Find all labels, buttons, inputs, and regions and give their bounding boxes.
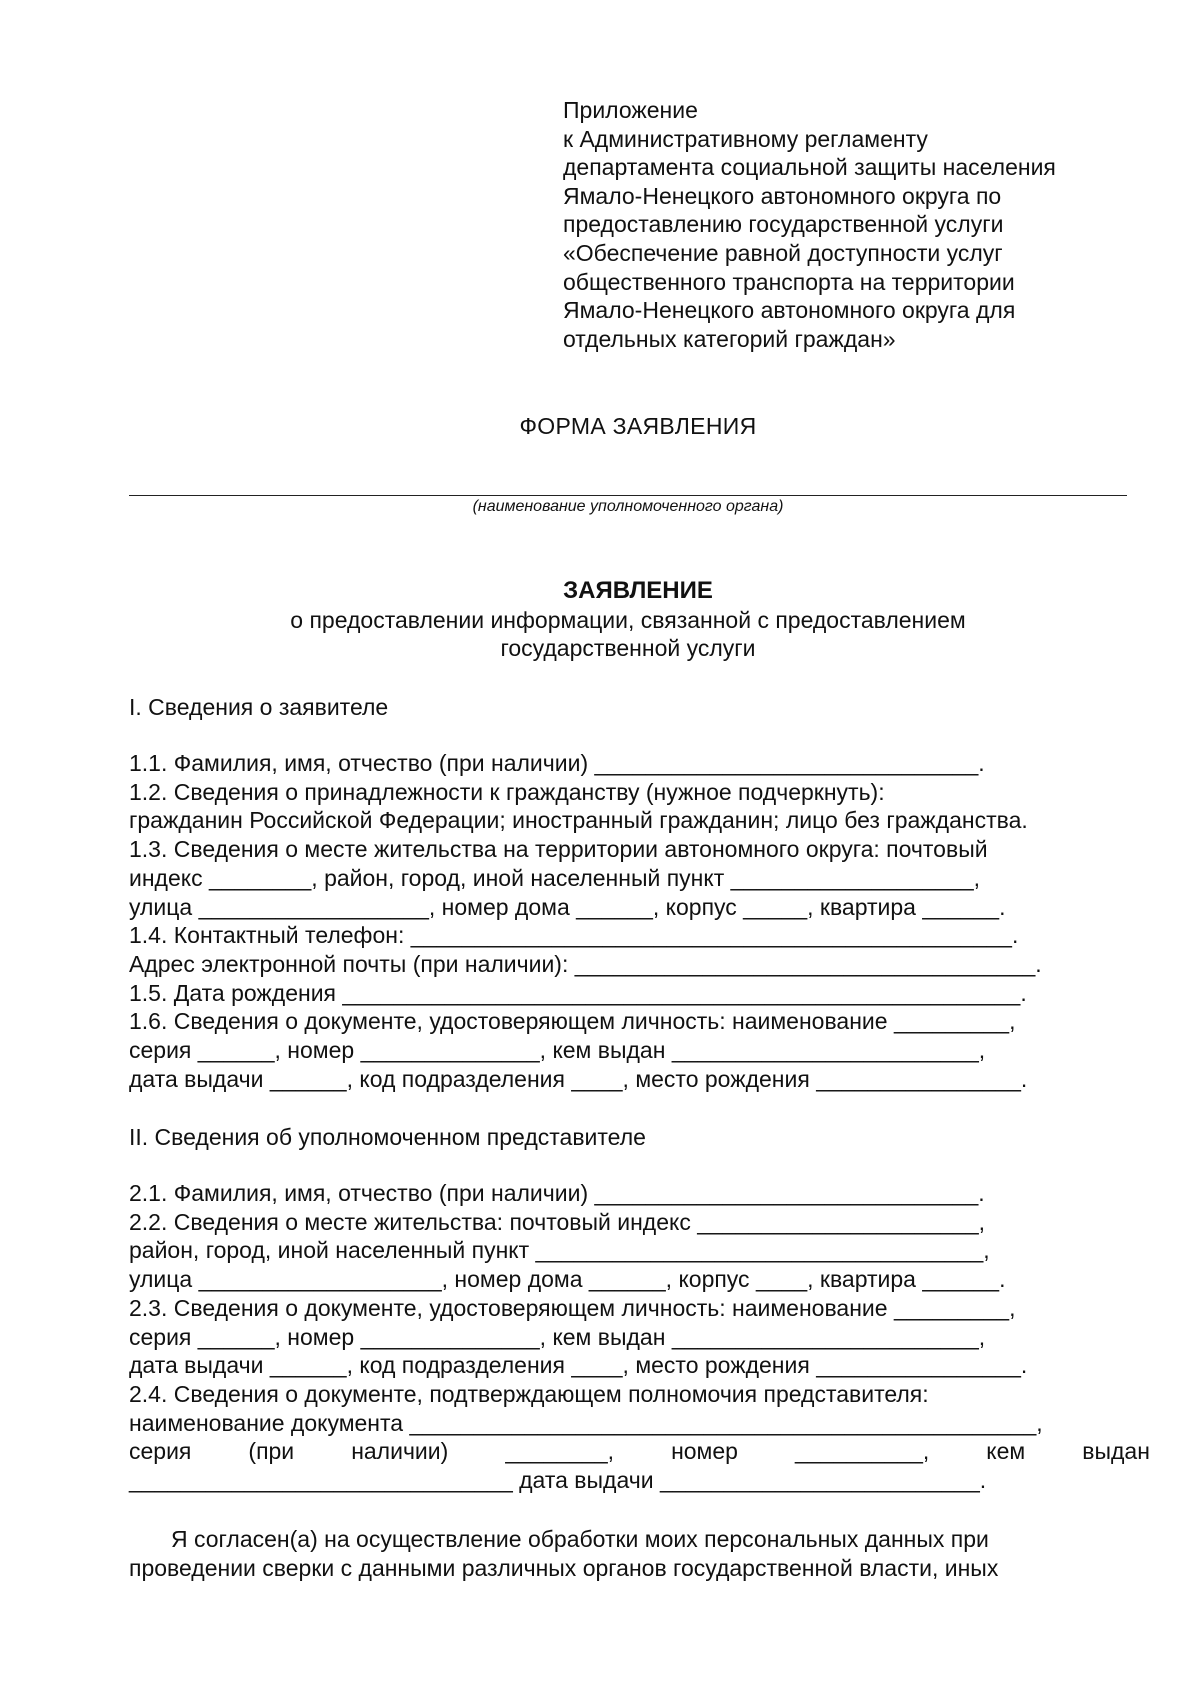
- statement-title: ЗАЯВЛЕНИЕ: [563, 577, 713, 604]
- appendix-line: Приложение: [563, 97, 698, 123]
- field-line: Адрес электронной почты (при наличии): ____________________________________.: [129, 950, 1042, 977]
- field-line: дата выдачи ______, код подразделения ____, место рождения ________________.: [129, 1352, 1028, 1379]
- appendix-line: предоставлению государственной услуги: [563, 211, 1004, 238]
- field-line: улица __________________, номер дома ______, корпус _____, квартира ______.: [129, 893, 1006, 920]
- field-line: 1.4. Контактный телефон: _______________________________________________.: [129, 922, 1019, 949]
- statement-subtitle: [129, 606, 1127, 662]
- field-line: 1.2. Сведения о принадлежности к гражданству (нужное подчеркнуть):: [129, 778, 885, 805]
- consent-line: проведении сверки с данными различных органов государственной власти, иных: [129, 1554, 999, 1581]
- field-line: дата выдачи ______, код подразделения ____, место рождения ________________.: [129, 1065, 1028, 1092]
- appendix-line: отдельных категорий граждан»: [563, 325, 896, 352]
- field-line: гражданин Российской Федерации; иностранный гражданин; лицо без гражданства.: [129, 807, 1028, 834]
- word: выдан: [1082, 1438, 1150, 1465]
- field-line: 1.6. Сведения о документе, удостоверяющем личность: наименование _________,: [129, 1008, 1016, 1035]
- field-line: индекс ________, район, город, иной населенный пункт ___________________,: [129, 864, 981, 891]
- appendix-line: Ямало-Ненецкого автономного округа для: [563, 297, 1016, 324]
- statement-subtitle-line: государственной услуги: [500, 635, 756, 661]
- field-line: 2.3. Сведения о документе, удостоверяющем личность: наименование _________,: [129, 1294, 1016, 1321]
- consent-line: Я согласен(а) на осуществление обработки моих персональных данных при: [171, 1526, 989, 1552]
- appendix-line: общественного транспорта на территории: [563, 268, 1015, 295]
- field-line: район, город, иной населенный пункт ___________________________________,: [129, 1237, 990, 1264]
- field-line: 2.1. Фамилия, имя, отчество (при наличии) ______________________________.: [129, 1180, 985, 1206]
- word: номер: [671, 1438, 738, 1465]
- org-name-caption: (наименование уполномоченного органа): [472, 498, 784, 515]
- field-line: серия ______, номер ______________, кем выдан ________________________,: [129, 1037, 986, 1064]
- section-1-fields: [129, 749, 1161, 1093]
- statement-subtitle-line: о предоставлении информации, связанной с предоставлением: [290, 607, 966, 633]
- appendix-block: [563, 96, 1163, 353]
- word: __________,: [794, 1438, 930, 1465]
- field-line: ______________________________ дата выдачи _________________________.: [129, 1467, 987, 1494]
- field-line: 1.1. Фамилия, имя, отчество (при наличии) ______________________________.: [129, 750, 985, 776]
- field-line: улица ___________________, номер дома ______, корпус ____, квартира ______.: [129, 1266, 1006, 1293]
- field-line-justified: [129, 1437, 1150, 1466]
- appendix-line: к Административному регламенту: [563, 125, 928, 152]
- word: серия: [129, 1438, 192, 1465]
- consent-paragraph: [129, 1525, 1161, 1582]
- field-line: 1.5. Дата рождения _____________________________________________________.: [129, 979, 1027, 1006]
- field-line: 1.3. Сведения о месте жительства на территории автономного округа: почтовый: [129, 836, 988, 863]
- word: наличии): [351, 1438, 449, 1465]
- word: кем: [986, 1438, 1026, 1465]
- field-line: серия ______, номер ______________, кем выдан ________________________,: [129, 1323, 986, 1350]
- form-title: ФОРМА ЗАЯВЛЕНИЯ: [519, 413, 757, 439]
- field-line: 2.2. Сведения о месте жительства: почтовый индекс ______________________,: [129, 1208, 986, 1235]
- field-line: наименование документа _________________________________________________,: [129, 1409, 1043, 1436]
- appendix-line: Ямало-Ненецкого автономного округа по: [563, 182, 1002, 209]
- org-name-line: [129, 495, 1127, 496]
- section-1-heading: I. Сведения о заявителе: [129, 694, 389, 720]
- section-2-fields: [129, 1179, 1161, 1495]
- appendix-line: департамента социальной защиты населения: [563, 154, 1056, 181]
- appendix-line: «Обеспечение равной доступности услуг: [563, 239, 1003, 266]
- section-2-heading: II. Сведения об уполномоченном представителе: [129, 1124, 646, 1150]
- word: ________,: [505, 1438, 615, 1465]
- field-line: 2.4. Сведения о документе, подтверждающем полномочия представителя:: [129, 1380, 929, 1407]
- word: (при: [248, 1438, 295, 1465]
